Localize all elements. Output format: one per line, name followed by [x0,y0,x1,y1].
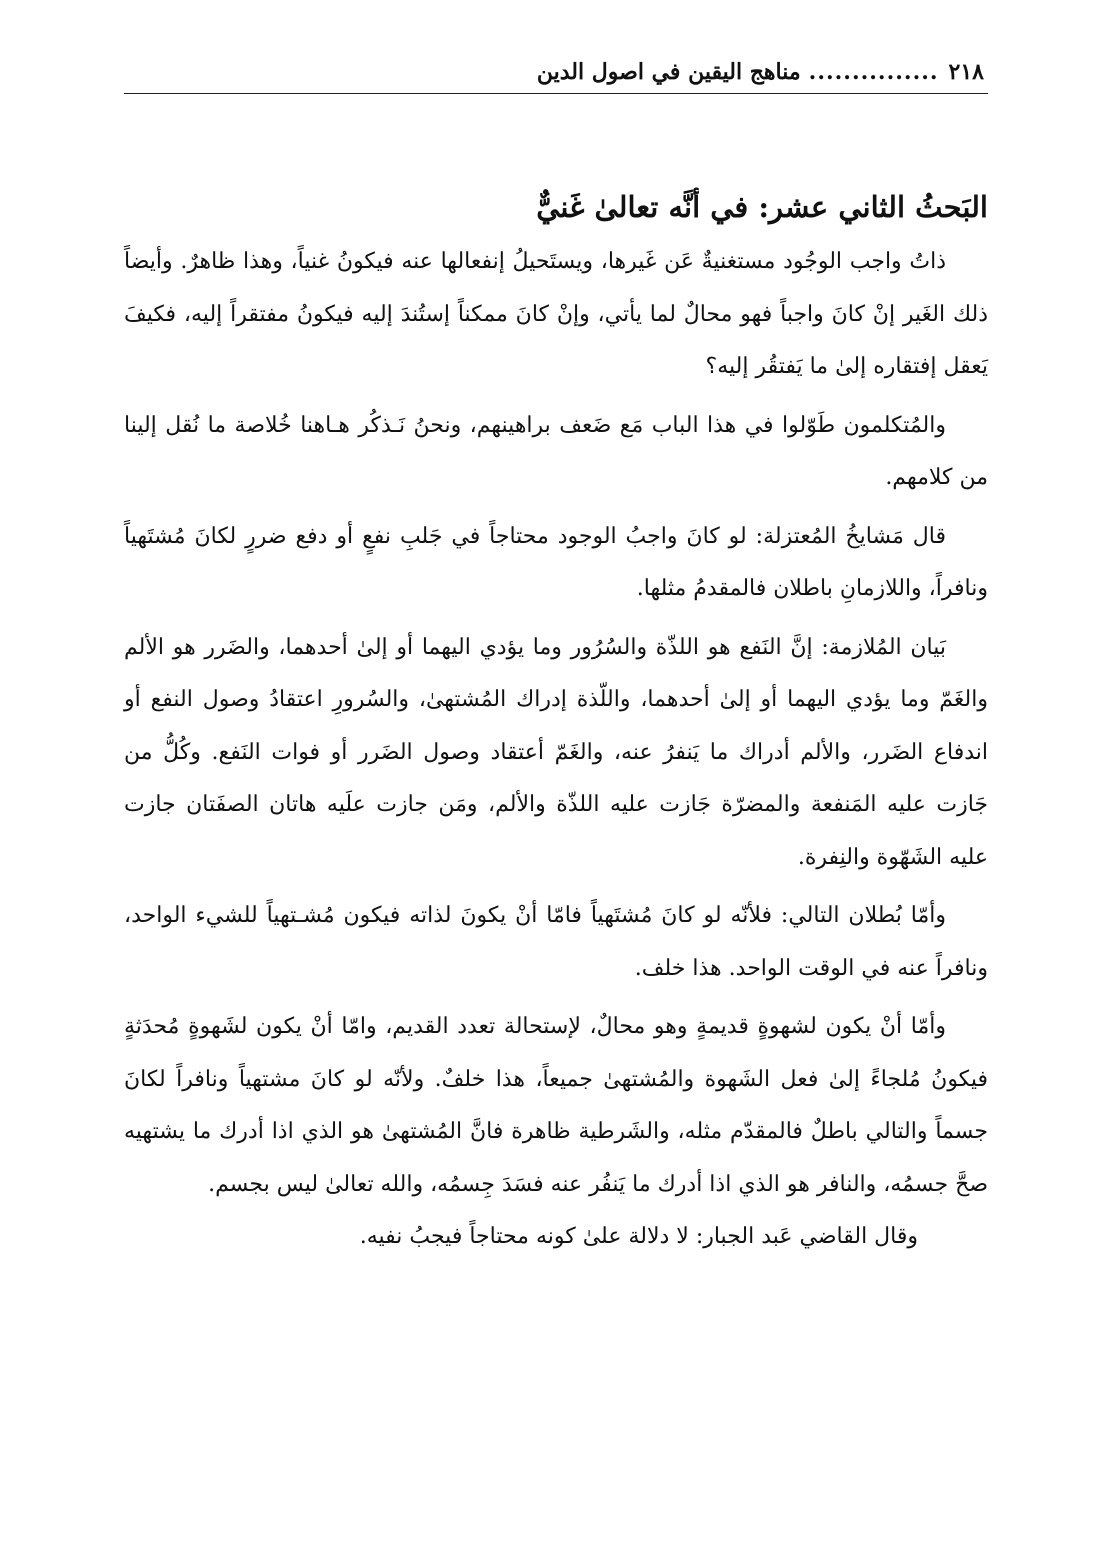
header-dot-leader: ............... [808,59,939,85]
paragraph-4: بَيان المُلازمة: إنَّ النَفع هو اللذّة والسُرُور وما يؤدي اليهما أو إلىٰ أحدهما، والضَرر هو الألم والغَمّ وما يؤدي اليهما أو إلىٰ أحدهما، واللّذة إدراك المُشتهىٰ، والسُرورِ اعتقادُ وصول النفع أو اندفاع الضَرر، والألم أدراك ما يَنفرُ عنه، والغَمّ أعتقاد وصول الضَرر أو فوات النَفع. وكُلُّ من جَازت عليه المَنفعة والمضرّة جَازت عليه اللذّة والألم، ومَن جازت علَيه هاتان الصفَتان جازت عليه الشَهّوة والنِفرة. [124,634,988,870]
page-body [124,180,988,1264]
paragraph-2: والمُتكلمون طَوّلوا في هذا الباب مَع ضَعف براهينهم، ونحنُ نَـذكُر هـاهنا خُلاصة ما نُقل إلينا من كلامهم. [124,412,988,490]
paragraph-7: وقال القاضي عَبد الجبار: لا دلالة علىٰ كونه محتاجاً فيجبُ نفيه. [359,1224,918,1249]
paragraph-6: وأمّا أنْ يكون لشهوةٍ قديمةٍ وهو محالٌ، لإستحالة تعدد القديم، وامّا أنْ يكون لشَهوةٍ مُحدَثةٍ فيكونُ مُلجاءً إلىٰ فعل الشَهوة والمُشتهىٰ جميعاً، هذا خلفٌ. ولأنّه لو كانَ مشتهياً ونافراً لكانَ جسماً والتالي باطلٌ فالمقدّم مثله، والشَرطية ظاهرة فانَّ المُشتهىٰ هو الذي اذا أدرك ما يشتهيه صحَّ جسمُه، والنافر هو الذي اذا أدرك ما يَنفُر عنه فسَدَ جِسمُه، والله تعالىٰ ليس بجسم. [124,1014,988,1197]
book-title: مناهج اليقين في اصول الدين [536,59,801,85]
paragraph-1: ذاتُ واجب الوجُود مستغنيةٌ عَن غَيرها، ويستَحيلُ إنفعالها عنه فيكونُ غنياً، وهذا ظاهرٌ. وأيضاً ذلك الغَير إنْ كانَ واجباً فهو محالٌ لما يأتي، وإنْ كانَ ممكناً إستُندَ إليه فيكونُ مفتقراً إليه، فكيفَ يَعقل إفتقاره إلىٰ ما يَفتقُر إليه؟ [124,249,988,379]
paragraph-3: قال مَشايخُ المُعتزلة: لو كانَ واجبُ الوجود محتاجاً في جَلبِ نفعٍ أو دفع ضررٍ لكانَ مُشتَهياً ونافراً، واللازمانِ باطلان فالمقدمُ مثلها. [124,523,988,601]
section-heading: البَحثُ الثاني عشر: في أنَّه تعالىٰ غَنيٌّ [536,190,988,224]
paragraph-5: وأمّا بُطلان التالي: فلأنّه لو كانَ مُشتَهياً فامّا أنْ يكونَ لذاته فيكون مُشـتهياً للشيء الواحد، ونافراً عنه في الوقت الواحد. هذا خلف. [124,903,988,981]
running-header [128,52,984,92]
page-number: ٢١٨ [948,59,984,85]
header-rule [124,93,988,94]
